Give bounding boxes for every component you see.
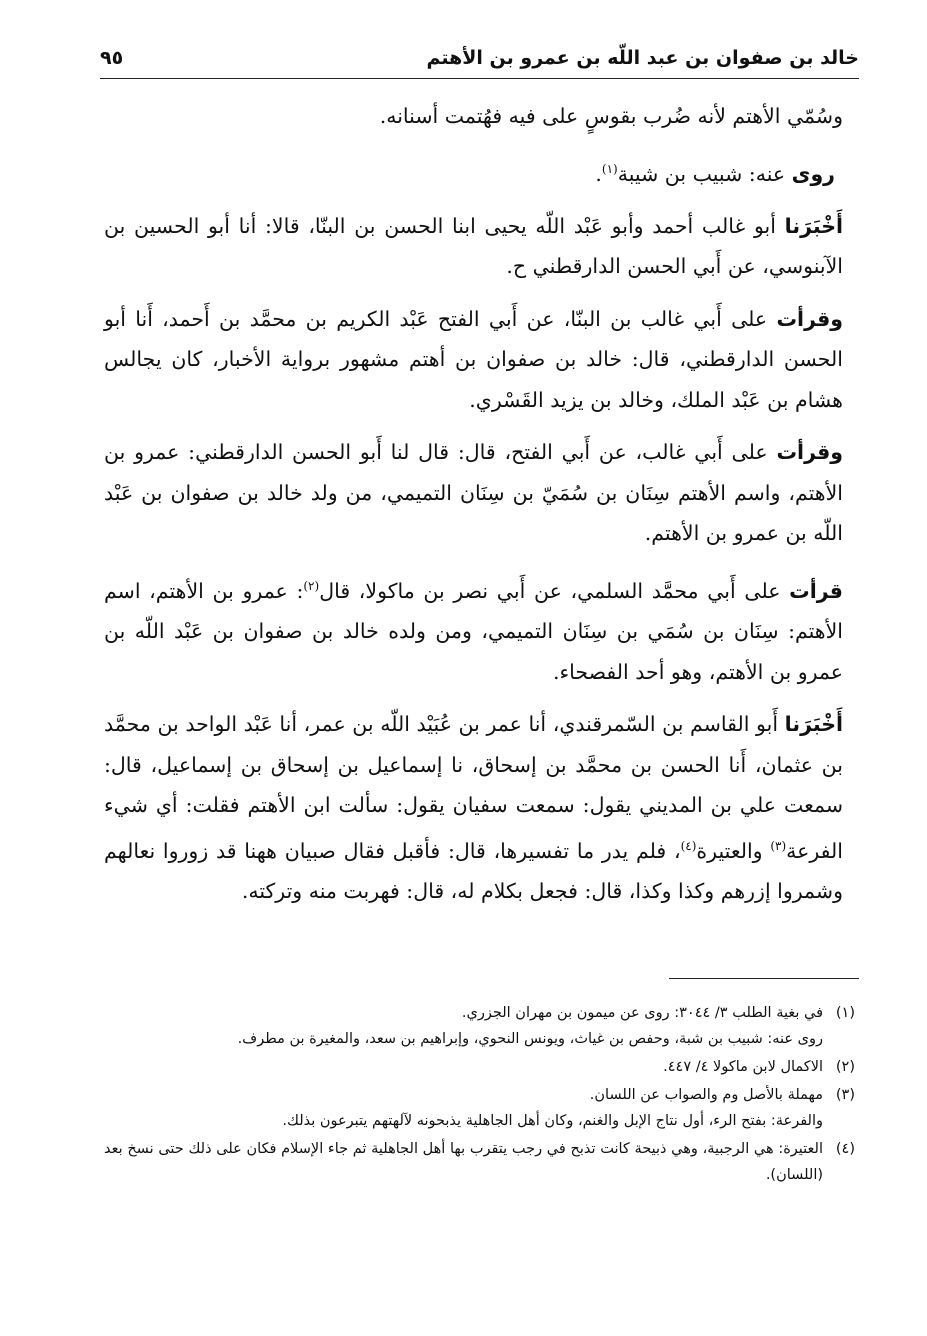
punctuation: . [595, 161, 602, 186]
footnote-line: الاكمال لابن ماكولا ٤/ ٤٤٧. [663, 1059, 823, 1075]
paragraph-text: أبو غالب أحمد وأبو عَبْد اللّه يحيى ابنا الحسن بن البنّا، قالا: أنا أبو الحسين بن الآبنوسي، عن أَبي الحسن الدارقطني ح. [104, 213, 843, 279]
footnotes [104, 1000, 855, 1190]
footnote-ref: (٣) [770, 838, 787, 853]
footnote-line: مهملة بالأصل وم والصواب عن اللسان. [589, 1087, 823, 1103]
footnote [104, 1136, 855, 1188]
footnote-line: روى عنه: شبيب بن شبة، وحفص بن غياث، ويونس النحوي، وإبراهيم بن سعد، والمغيرة بن مطرف. [237, 1031, 823, 1047]
paragraph-text: عنه: شبيب بن شيبة [617, 161, 786, 186]
page-header [100, 38, 859, 79]
footnote-ref: (٤) [680, 838, 697, 853]
footnote-number: (٣) [835, 1087, 855, 1103]
paragraph [104, 149, 843, 194]
paragraph-text: أَبو القاسم بن السّمرقندي، أنا عمر بن عُبَيْد اللّه بن عمر، أنا عَبْد الواحد بن محمَّد بن عثمان، أَنا الحسن بن محمَّد بن إسحاق، نا إسماعيل بن إسحاق بن إسماعيل، قال: سمعت علي بن المديني يقول: سمعت سفيان يقول: سألت ابن الأهتم فقلت: أي شيء الفرعة [104, 712, 843, 863]
footnote-ref: (١) [601, 161, 618, 176]
main-text [104, 96, 843, 923]
footnote [104, 1082, 855, 1134]
footnote-divider [669, 978, 859, 979]
footnote-line: في بغية الطلب ٣/ ٣٠٤٤: روى عن ميمون بن مهران الجزري. [461, 1005, 823, 1021]
paragraph-lead-word: قرأت [789, 578, 843, 603]
footnote-number: (١) [835, 1005, 855, 1021]
running-title: خالد بن صفوان بن عبد اللّه بن عمرو بن الأهتم [426, 47, 859, 69]
paragraph [104, 299, 843, 421]
footnote-line: العتيرة: هي الرجبية، وهي ذبيحة كانت تذبح في رجب يتقرب بها أهل الجاهلية ثم جاء الإسلام فكان على ذلك حتى نسخ بعد (اللسان). [104, 1141, 823, 1183]
paragraph [104, 566, 843, 692]
paragraph-lead-word: روى [791, 161, 835, 186]
footnote-number: (٢) [835, 1059, 855, 1075]
footnote-text [104, 1054, 823, 1080]
footnote-number: (٤) [835, 1141, 855, 1157]
paragraph-text: على أَبي محمَّد السلمي، عن أَبي نصر بن ماكولا، قال [319, 578, 781, 603]
footnote-text [104, 1136, 823, 1188]
footnote [104, 1054, 855, 1080]
footnote-line: والفرعة: بفتح الرء، أول نتاج الإبل والغنم، وكان أهل الجاهلية يذبحونه لآلهتهم يتبرعون بذلك. [282, 1113, 823, 1129]
paragraph-text: وسُمّي الأهتم لأنه ضُرب بقوسٍ على فيه فهُتمت أسنانه. [379, 104, 843, 128]
paragraph-lead-word: أَخْبَرَنا [784, 712, 843, 737]
paragraph [104, 704, 843, 911]
paragraph-lead-word: وقرأت [776, 306, 843, 331]
paragraph [104, 206, 843, 287]
footnote [104, 1000, 855, 1052]
paragraph-lead-word: أَخْبَرَنا [784, 213, 843, 238]
paragraph-text: على أَبي غالب بن البنّا، عن أَبي الفتح عَبْد الكريم بن محمَّد بن أَحمد، أَنا أبو الحسن الدارقطني، قال: خالد بن صفوان بن أهتم مشهور برواية الأخبار، كان يجالس هشام بن عَبْد الملك، وخالد بن يزيد القَسْري. [104, 306, 843, 412]
footnote-text [104, 1082, 823, 1134]
paragraph [104, 432, 843, 554]
paragraph-text: : عمرو بن الأهتم، اسم الأهتم: سِنَان بن سُمَي بن سِنَان التميمي، ومن ولده خالد بن صفوان بن عَبْد اللّه بن عمرو بن الأهتم، وهو أحد الفصحاء. [104, 578, 843, 684]
footnote-ref: (٢) [303, 578, 320, 593]
footnote-text [104, 1000, 823, 1052]
paragraph-lead-word: وقرأت [776, 440, 843, 465]
paragraph-text: ، فلم يدر ما تفسيرها، قال: فأقبل فقال صبيان ههنا قد زوروا نعالهم وشمروا إزرهم وكذا وكذا، قال: فجعل بكلام له، قال: فهربت منه وتركته. [104, 838, 843, 903]
paragraph-text: على أَبي غالب، عن أَبي الفتح، قال: قال لنا أَبو الحسن الدارقطني: عمرو بن الأهتم، واسم الأهتم سِنَان بن سُمَيّ بن سِنَان التميمي، من ولد خالد بن صفوان بن عَبْد اللّه بن عمرو بن الأهتم. [104, 440, 843, 546]
page-number: ٩٥ [100, 47, 124, 69]
paragraph-text: والعتيرة [696, 838, 771, 863]
paragraph [104, 96, 843, 137]
